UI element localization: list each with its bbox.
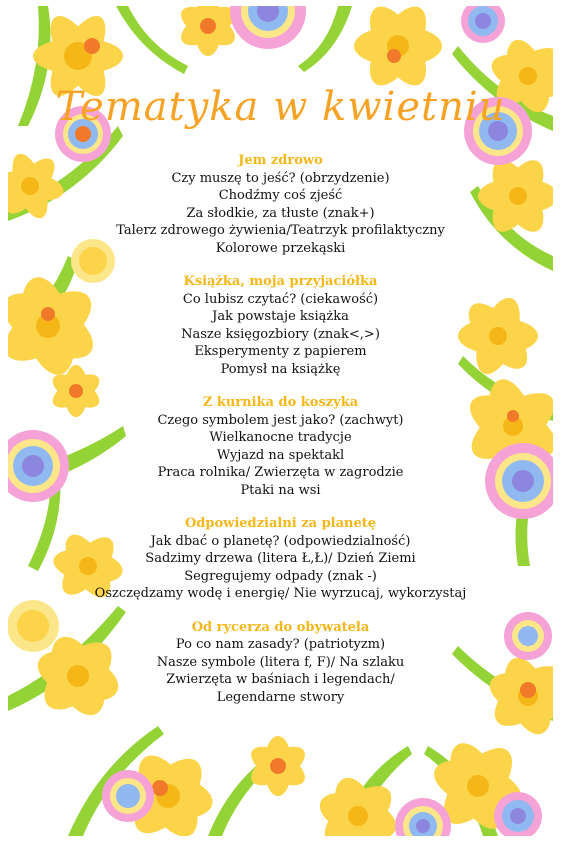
topic-item: Talerz zdrowego żywienia/Teatrzyk profilaktyczny xyxy=(116,223,445,238)
poster-page xyxy=(8,6,553,836)
section-heading: Jem zdrowo xyxy=(238,153,323,168)
section-heading: Od rycerza do obywatela xyxy=(191,619,370,635)
topic-item: Oszczędzamy wodę i energię/ Nie wyrzucaj, wykorzystaj xyxy=(94,586,467,601)
topic-item: Segregujemy odpady (znak -) xyxy=(184,568,377,584)
section-heading: Odpowiedzialni za planetę xyxy=(184,516,377,531)
topics-list xyxy=(68,152,493,722)
topic-item: Praca rolnika/ Zwierzęta w zagrodzie xyxy=(157,465,404,480)
topic-section xyxy=(68,152,493,257)
topic-item: Jak dbać o planetę? (odpowiedzialność) xyxy=(150,533,411,549)
section-heading: Z kurnika do koszyka xyxy=(202,395,359,410)
topic-section xyxy=(68,619,493,707)
topic-section xyxy=(68,273,493,378)
topic-item: Czego symbolem jest jako? (zachwyt) xyxy=(157,412,404,428)
topic-item: Wyjazd na spektakl xyxy=(216,447,345,463)
topic-item: Czy muszę to jeść? (obrzydzenie) xyxy=(171,170,390,186)
section-heading: Książka, moja przyjaciółka xyxy=(183,274,378,289)
topic-item: Za słodkie, za tłuste (znak+) xyxy=(186,205,375,221)
topic-item: Nasze symbole (litera f, F)/ Na szlaku xyxy=(156,654,405,670)
topic-item: Pomysł na książkę xyxy=(220,361,341,377)
topic-item: Wielkanocne tradycje xyxy=(209,430,352,445)
topic-item: Po co nam zasady? (patriotyzm) xyxy=(175,637,386,652)
topic-item: Eksperymenty z papierem xyxy=(194,344,367,359)
topic-item: Legendarne stwory xyxy=(216,689,345,705)
topic-item: Nasze księgozbiory (znak<,>) xyxy=(181,326,380,342)
topic-item: Kolorowe przekąski xyxy=(215,240,346,256)
topic-section xyxy=(68,394,493,499)
topic-item: Zwierzęta w baśniach i legendach/ xyxy=(166,672,395,687)
topic-item: Ptaki na wsi xyxy=(240,482,321,498)
topic-section xyxy=(68,515,493,603)
topic-item: Sadzimy drzewa (litera Ł,Ł)/ Dzień Ziemi xyxy=(145,551,416,566)
topic-item: Co lubisz czytać? (ciekawość) xyxy=(182,291,379,307)
topic-item: Chodźmy coś zjeść xyxy=(218,188,343,203)
topic-item: Jak powstaje książka xyxy=(212,309,349,324)
page-title: Tematyka w kwietniu xyxy=(55,84,506,130)
